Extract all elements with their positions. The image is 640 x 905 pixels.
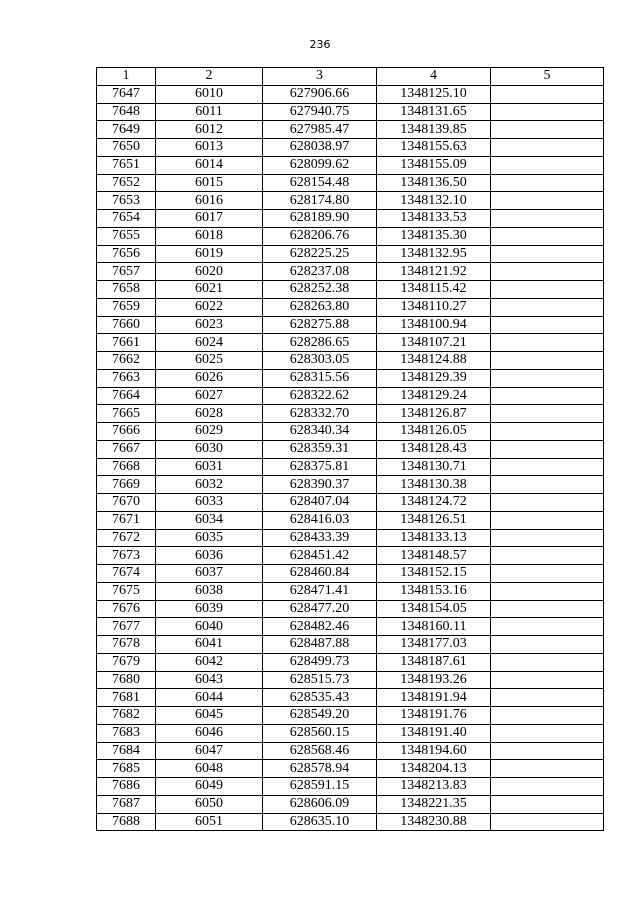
table-cell (491, 85, 604, 103)
table-cell: 628359.31 (263, 440, 377, 458)
table-cell: 1348177.03 (377, 636, 491, 654)
table-row (97, 263, 604, 281)
table-cell: 7672 (97, 529, 156, 547)
table-cell (491, 742, 604, 760)
table-cell: 628487.88 (263, 636, 377, 654)
table-cell (491, 760, 604, 778)
table-cell: 628471.41 (263, 582, 377, 600)
table-row (97, 227, 604, 245)
table-cell: 6021 (156, 281, 263, 299)
table-cell: 628433.39 (263, 529, 377, 547)
table-cell: 1348115.42 (377, 281, 491, 299)
table-cell: 7671 (97, 511, 156, 529)
table-cell: 628549.20 (263, 707, 377, 725)
table-cell: 628237.08 (263, 263, 377, 281)
table-cell: 627906.66 (263, 85, 377, 103)
table-cell: 628568.46 (263, 742, 377, 760)
table-cell: 7651 (97, 156, 156, 174)
table-cell (491, 476, 604, 494)
table-cell: 1348124.88 (377, 352, 491, 370)
table-cell: 6022 (156, 298, 263, 316)
table-cell: 7659 (97, 298, 156, 316)
table-cell: 7670 (97, 494, 156, 512)
table-cell: 7650 (97, 139, 156, 157)
table-row (97, 458, 604, 476)
table-cell: 1348160.11 (377, 618, 491, 636)
table-cell (491, 458, 604, 476)
table-row (97, 85, 604, 103)
table-cell (491, 192, 604, 210)
table-cell: 628322.62 (263, 387, 377, 405)
table-cell (491, 547, 604, 565)
table-row (97, 760, 604, 778)
table-cell: 628174.80 (263, 192, 377, 210)
header-row (97, 68, 604, 86)
table-cell: 7688 (97, 813, 156, 831)
table-row (97, 103, 604, 121)
column-header: 3 (263, 68, 377, 86)
table-cell: 6034 (156, 511, 263, 529)
table-row (97, 423, 604, 441)
table-row (97, 369, 604, 387)
table-cell: 7680 (97, 671, 156, 689)
table-cell: 7669 (97, 476, 156, 494)
table-cell (491, 440, 604, 458)
table-cell (491, 334, 604, 352)
table-cell: 7663 (97, 369, 156, 387)
table-cell: 1348128.43 (377, 440, 491, 458)
table-cell: 1348139.85 (377, 121, 491, 139)
table-cell (491, 352, 604, 370)
table-cell (491, 281, 604, 299)
table-cell (491, 671, 604, 689)
table-cell: 1348132.95 (377, 245, 491, 263)
table-cell: 6017 (156, 210, 263, 228)
table-cell: 1348126.51 (377, 511, 491, 529)
table-row (97, 547, 604, 565)
table-cell (491, 707, 604, 725)
table-cell: 628416.03 (263, 511, 377, 529)
table-row (97, 582, 604, 600)
table-row (97, 352, 604, 370)
table-cell: 628591.15 (263, 778, 377, 796)
table-row (97, 192, 604, 210)
table-cell: 7676 (97, 600, 156, 618)
table-row (97, 529, 604, 547)
table-cell: 6029 (156, 423, 263, 441)
table-cell: 6014 (156, 156, 263, 174)
table-cell: 6042 (156, 653, 263, 671)
table-cell: 1348155.09 (377, 156, 491, 174)
table-cell (491, 653, 604, 671)
table-cell: 6010 (156, 85, 263, 103)
table-cell: 6015 (156, 174, 263, 192)
table-cell: 628252.38 (263, 281, 377, 299)
table-cell: 6036 (156, 547, 263, 565)
table-cell: 7687 (97, 795, 156, 813)
column-header: 4 (377, 68, 491, 86)
table-row (97, 281, 604, 299)
table-cell: 628038.97 (263, 139, 377, 157)
table-cell: 7654 (97, 210, 156, 228)
table-header (97, 68, 604, 86)
table-cell: 628535.43 (263, 689, 377, 707)
table-cell (491, 494, 604, 512)
table-row (97, 565, 604, 583)
table-cell (491, 298, 604, 316)
table-cell: 1348221.35 (377, 795, 491, 813)
table-cell: 1348193.26 (377, 671, 491, 689)
table-row (97, 600, 604, 618)
table-cell: 7675 (97, 582, 156, 600)
table-cell: 6037 (156, 565, 263, 583)
table-cell: 628206.76 (263, 227, 377, 245)
table-cell: 6032 (156, 476, 263, 494)
table-cell: 628390.37 (263, 476, 377, 494)
table-cell (491, 174, 604, 192)
table-cell: 628482.46 (263, 618, 377, 636)
table-cell: 6039 (156, 600, 263, 618)
table-row (97, 476, 604, 494)
table-cell: 7686 (97, 778, 156, 796)
table-cell: 7666 (97, 423, 156, 441)
table-cell: 1348153.16 (377, 582, 491, 600)
table-row (97, 405, 604, 423)
table-row (97, 778, 604, 796)
table-cell: 628099.62 (263, 156, 377, 174)
table-cell: 1348135.30 (377, 227, 491, 245)
table-cell (491, 405, 604, 423)
table-cell: 1348129.24 (377, 387, 491, 405)
table-cell: 628460.84 (263, 565, 377, 583)
table-row (97, 334, 604, 352)
table-cell: 7677 (97, 618, 156, 636)
table-cell: 1348121.92 (377, 263, 491, 281)
table-cell: 6046 (156, 724, 263, 742)
table-cell: 1348129.39 (377, 369, 491, 387)
table-row (97, 387, 604, 405)
table-cell: 7648 (97, 103, 156, 121)
table-cell: 7685 (97, 760, 156, 778)
table-cell: 6011 (156, 103, 263, 121)
table-cell: 628477.20 (263, 600, 377, 618)
table-cell: 6038 (156, 582, 263, 600)
table-cell: 1348126.87 (377, 405, 491, 423)
table-cell: 627940.75 (263, 103, 377, 121)
table-cell: 6019 (156, 245, 263, 263)
table-cell (491, 227, 604, 245)
table-cell: 628263.80 (263, 298, 377, 316)
table-cell: 7660 (97, 316, 156, 334)
table-cell: 1348124.72 (377, 494, 491, 512)
column-header: 5 (491, 68, 604, 86)
table-cell: 6031 (156, 458, 263, 476)
table-cell: 7682 (97, 707, 156, 725)
table-row (97, 618, 604, 636)
table-cell: 7683 (97, 724, 156, 742)
table-cell: 7647 (97, 85, 156, 103)
table-cell: 1348154.05 (377, 600, 491, 618)
table-row (97, 671, 604, 689)
table-cell: 628154.48 (263, 174, 377, 192)
table-cell: 7662 (97, 352, 156, 370)
table-cell: 7652 (97, 174, 156, 192)
table-cell: 6050 (156, 795, 263, 813)
table-cell: 628515.73 (263, 671, 377, 689)
table-cell: 1348194.60 (377, 742, 491, 760)
table-cell (491, 103, 604, 121)
table-cell: 1348130.38 (377, 476, 491, 494)
table-cell: 7679 (97, 653, 156, 671)
table-cell: 1348191.76 (377, 707, 491, 725)
table-cell: 628606.09 (263, 795, 377, 813)
table-cell: 6048 (156, 760, 263, 778)
table-cell: 1348204.13 (377, 760, 491, 778)
table-row (97, 494, 604, 512)
table-cell: 1348132.10 (377, 192, 491, 210)
table-cell: 7661 (97, 334, 156, 352)
table-cell: 628303.05 (263, 352, 377, 370)
table-row (97, 653, 604, 671)
table-cell: 6024 (156, 334, 263, 352)
table-cell: 6033 (156, 494, 263, 512)
table-cell: 6051 (156, 813, 263, 831)
table-cell: 1348152.15 (377, 565, 491, 583)
table-cell: 6025 (156, 352, 263, 370)
table-cell: 1348155.63 (377, 139, 491, 157)
table-row (97, 139, 604, 157)
table-cell: 628560.15 (263, 724, 377, 742)
table-row (97, 511, 604, 529)
table-cell: 628275.88 (263, 316, 377, 334)
table-cell: 628451.42 (263, 547, 377, 565)
table-row (97, 245, 604, 263)
table-cell (491, 387, 604, 405)
table-cell: 6049 (156, 778, 263, 796)
table-cell: 628499.73 (263, 653, 377, 671)
table-cell: 628578.94 (263, 760, 377, 778)
table-cell: 1348133.13 (377, 529, 491, 547)
table-cell (491, 795, 604, 813)
table-cell: 1348107.21 (377, 334, 491, 352)
table-cell: 1348130.71 (377, 458, 491, 476)
table-cell: 7678 (97, 636, 156, 654)
table-cell: 7667 (97, 440, 156, 458)
table-cell (491, 121, 604, 139)
table-cell: 1348100.94 (377, 316, 491, 334)
table-cell (491, 636, 604, 654)
column-header: 2 (156, 68, 263, 86)
table-cell: 6045 (156, 707, 263, 725)
table-cell: 627985.47 (263, 121, 377, 139)
table-cell: 6035 (156, 529, 263, 547)
table-cell (491, 618, 604, 636)
table-cell: 6018 (156, 227, 263, 245)
table-row (97, 316, 604, 334)
table-cell: 628635.10 (263, 813, 377, 831)
table-cell (491, 210, 604, 228)
table-cell: 7658 (97, 281, 156, 299)
table-cell (491, 582, 604, 600)
table-row (97, 121, 604, 139)
table-row (97, 210, 604, 228)
table-cell: 6027 (156, 387, 263, 405)
table-cell (491, 813, 604, 831)
table-cell: 7649 (97, 121, 156, 139)
table-cell: 628315.56 (263, 369, 377, 387)
table-cell (491, 423, 604, 441)
table-row (97, 724, 604, 742)
table-row (97, 707, 604, 725)
table-cell: 6043 (156, 671, 263, 689)
table-cell: 6023 (156, 316, 263, 334)
table-cell: 1348125.10 (377, 85, 491, 103)
table-cell: 6020 (156, 263, 263, 281)
table-cell: 628340.34 (263, 423, 377, 441)
table-cell: 1348126.05 (377, 423, 491, 441)
table-cell (491, 529, 604, 547)
table-cell: 6016 (156, 192, 263, 210)
coordinates-table (96, 67, 604, 831)
table-cell: 1348110.27 (377, 298, 491, 316)
table-cell: 6012 (156, 121, 263, 139)
table-cell: 6026 (156, 369, 263, 387)
table-cell: 7684 (97, 742, 156, 760)
table-cell: 1348131.65 (377, 103, 491, 121)
table-cell: 7665 (97, 405, 156, 423)
table-cell: 6030 (156, 440, 263, 458)
table-row (97, 742, 604, 760)
table-row (97, 174, 604, 192)
table-cell (491, 724, 604, 742)
table-cell: 6028 (156, 405, 263, 423)
table-cell (491, 156, 604, 174)
table-row (97, 440, 604, 458)
table-cell: 1348187.61 (377, 653, 491, 671)
table-body (97, 85, 604, 831)
table-cell: 7681 (97, 689, 156, 707)
table-cell (491, 316, 604, 334)
table-cell: 628225.25 (263, 245, 377, 263)
table-cell: 6044 (156, 689, 263, 707)
table-cell: 1348230.88 (377, 813, 491, 831)
table-cell (491, 139, 604, 157)
table-row (97, 636, 604, 654)
table-cell: 628189.90 (263, 210, 377, 228)
table-cell: 7657 (97, 263, 156, 281)
table-row (97, 813, 604, 831)
table-cell: 7664 (97, 387, 156, 405)
table-cell: 628286.65 (263, 334, 377, 352)
table-cell: 7656 (97, 245, 156, 263)
table-cell: 628332.70 (263, 405, 377, 423)
table-cell: 6040 (156, 618, 263, 636)
table-cell: 628407.04 (263, 494, 377, 512)
table-row (97, 795, 604, 813)
table-cell (491, 263, 604, 281)
table-cell: 628375.81 (263, 458, 377, 476)
table-cell: 1348133.53 (377, 210, 491, 228)
table-cell: 1348213.83 (377, 778, 491, 796)
table-cell: 1348148.57 (377, 547, 491, 565)
table-cell (491, 778, 604, 796)
table-cell: 6047 (156, 742, 263, 760)
table-cell: 6013 (156, 139, 263, 157)
table-cell: 1348191.94 (377, 689, 491, 707)
table-cell: 6041 (156, 636, 263, 654)
table-cell: 1348191.40 (377, 724, 491, 742)
table-cell (491, 565, 604, 583)
table-cell: 7653 (97, 192, 156, 210)
table-row (97, 689, 604, 707)
table-cell: 1348136.50 (377, 174, 491, 192)
column-header: 1 (97, 68, 156, 86)
table-cell (491, 511, 604, 529)
table-cell: 7668 (97, 458, 156, 476)
table-row (97, 156, 604, 174)
table-cell: 7673 (97, 547, 156, 565)
table-cell: 7674 (97, 565, 156, 583)
table-cell (491, 689, 604, 707)
page-number: 236 (309, 38, 331, 51)
table-cell (491, 369, 604, 387)
table-cell (491, 600, 604, 618)
table-cell: 7655 (97, 227, 156, 245)
table-row (97, 298, 604, 316)
table-cell (491, 245, 604, 263)
